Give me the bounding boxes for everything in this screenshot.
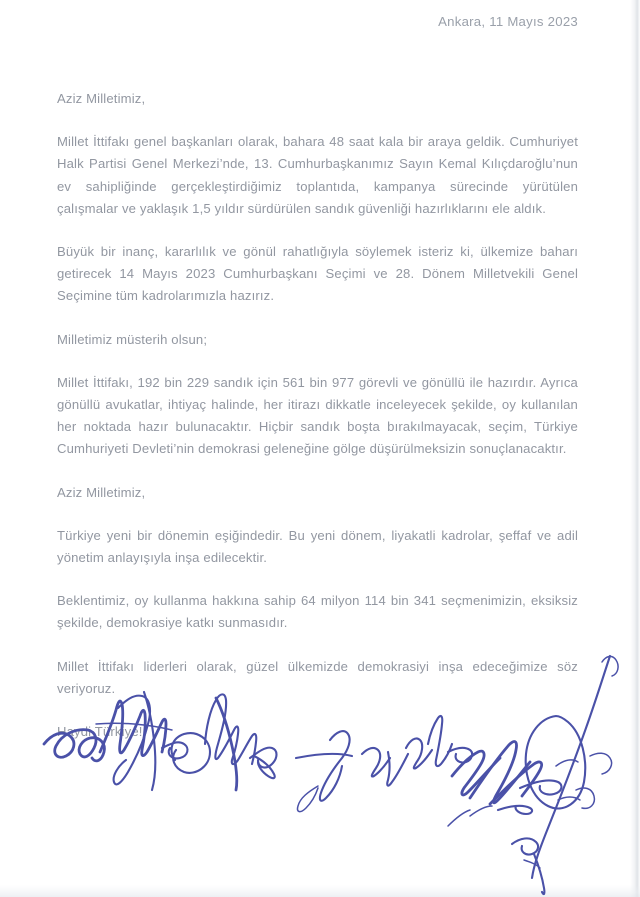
page-edge-shadow-right bbox=[630, 0, 640, 897]
paragraph-salutation-2: Aziz Milletimiz, bbox=[57, 484, 146, 500]
paragraph-5: Türkiye yeni bir dönemin eşiğindedir. Bu yeni dönem, liyakatli kadrolar, şeffaf ve adil yönetim anlayışıyla inşa edilecektir. bbox=[57, 527, 578, 566]
paragraph-1: Millet İttifakı genel başkanları olarak, bahara 48 saat kala bir araya geldik. Cumhuriyet Halk Partisi Genel Merkezi’nde, 13. Cumhurbaşkanımız Sayın Kemal Kılıçdaroğlu’nun ev sahipliğinde gerçekleştirdiğimiz toplantıda, kampanya sürecinde yürütülen çalışmalar ve yaklaşık 1,5 yıldır sürdürülen sandık güvenliği hazırlıklarını ele aldık. bbox=[57, 134, 578, 216]
paragraph-7: Millet İttifakı liderleri olarak, güzel ülkemizde demokrasiyi inşa edeceğimize söz veriyoruz. bbox=[57, 658, 578, 696]
paragraph-6: Beklentimiz, oy kullanma hakkına sahip 64 milyon 114 bin 341 seçmenimizin, eksiksiz şekilde, demokrasiye katkı sunmasıdır. bbox=[57, 593, 578, 631]
paragraph-closing: Haydi Türkiye! bbox=[57, 724, 143, 740]
page-edge-shadow-bottom bbox=[0, 885, 640, 897]
paragraph-salutation-1: Aziz Milletimiz, bbox=[57, 91, 146, 106]
letter-body bbox=[57, 88, 578, 743]
date-line: Ankara, 11 Mayıs 2023 bbox=[438, 14, 578, 29]
paragraph-4: Millet İttifakı, 192 bin 229 sandık için 561 bin 977 görevli ve gönüllü ile hazırdır. Ayrıca gönüllü avukatlar, ihtiyaç halinde, her itirazı dikkatle inceleyecek şekilde, oy kullanılan her noktada hazır bulunacaktır. Hiçbir sandık boşta bırakılmayacak, seçim, Türkiye Cumhuriyeti Devleti’nin demokrasi geleneğine gölge düşürülmeksizin sonuçlanacaktır. bbox=[57, 374, 578, 457]
paragraph-3: Milletimiz müsterih olsun; bbox=[57, 331, 208, 347]
paragraph-2: Büyük bir inanç, kararlılık ve gönül rahatlığıyla söylemek isteriz ki, ülkemize baharı getirecek 14 Mayıs 2023 Cumhurbaşkanı Seçimi ve 28. Dönem Milletvekili Genel Seçimine tüm kadrolarımızla hazırız. bbox=[57, 244, 578, 304]
